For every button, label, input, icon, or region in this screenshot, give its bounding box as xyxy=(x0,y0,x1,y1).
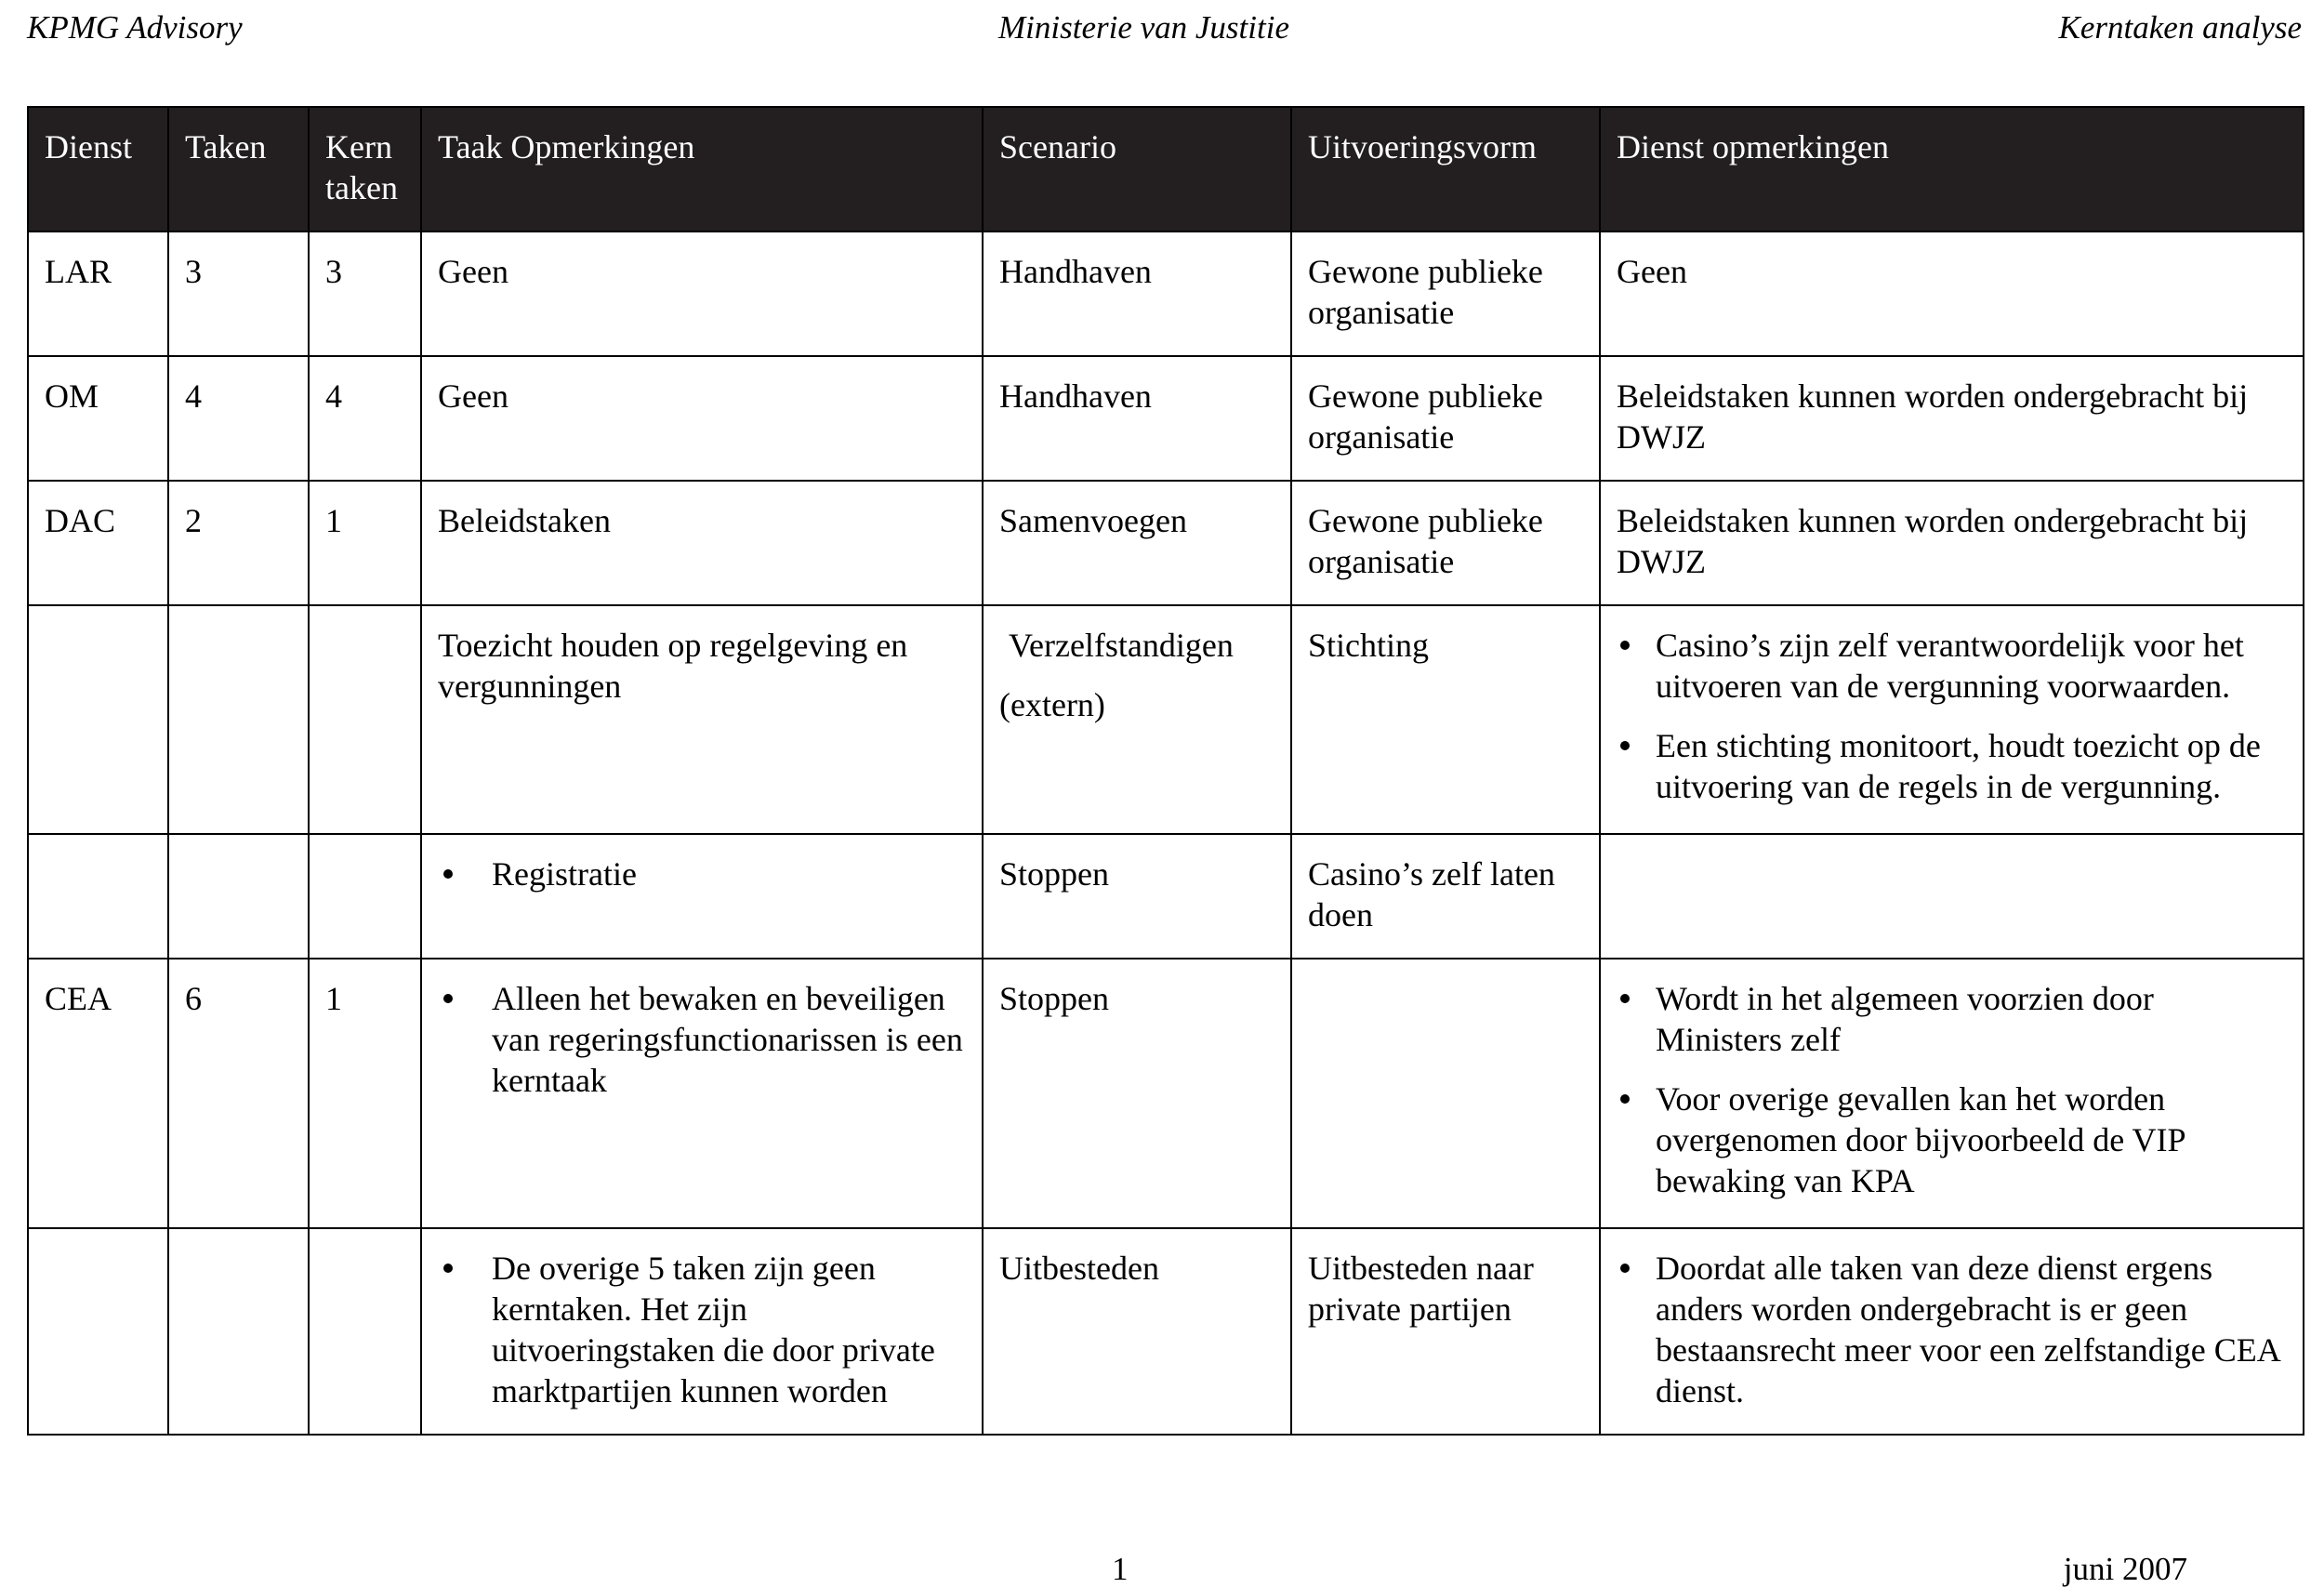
cell-kern-taken xyxy=(309,1228,421,1435)
cell-dienst: OM xyxy=(28,356,168,481)
list-item: Wordt in het algemeen voorzien door Ministers zelf xyxy=(1617,978,2288,1060)
opmerkingen-list xyxy=(1617,978,2288,1201)
page-number: 1 xyxy=(1112,1551,1129,1587)
cell-scenario: Samenvoegen xyxy=(983,481,1291,605)
cell-taak-opmerkingen: Toezicht houden op regelgeving en vergunningen xyxy=(421,605,983,834)
table-row xyxy=(28,959,2304,1228)
cell-dienst-opmerkingen: Beleidstaken kunnen worden ondergebracht bij DWJZ xyxy=(1600,481,2304,605)
list-item: Registratie xyxy=(438,854,967,894)
cell-taken xyxy=(168,1228,309,1435)
table-row xyxy=(28,834,2304,959)
cell-taak-opmerkingen xyxy=(421,959,983,1228)
footer-date: juni 2007 xyxy=(2063,1551,2187,1587)
table-row xyxy=(28,356,2304,481)
cell-dienst-opmerkingen xyxy=(1600,605,2304,834)
cell-taken xyxy=(168,605,309,834)
cell-kern-taken: 1 xyxy=(309,959,421,1228)
cell-kern-taken xyxy=(309,605,421,834)
column-header-scenario: Scenario xyxy=(983,107,1291,232)
taak-list xyxy=(438,1248,967,1411)
scenario-text: Verzelfstandigen xyxy=(1009,627,1234,664)
cell-scenario: Stoppen xyxy=(983,834,1291,959)
table-row xyxy=(28,232,2304,356)
opmerkingen-list xyxy=(1617,1248,2288,1411)
cell-scenario: Stoppen xyxy=(983,959,1291,1228)
cell-uitvoeringsvorm: Uitbesteden naar private partijen xyxy=(1291,1228,1600,1435)
header-left: KPMG Advisory xyxy=(27,9,243,46)
header-center: Ministerie van Justitie xyxy=(998,9,1289,46)
column-header-dienst-opmerkingen: Dienst opmerkingen xyxy=(1600,107,2304,232)
taak-list xyxy=(438,978,967,1101)
cell-taken: 3 xyxy=(168,232,309,356)
table-header-row xyxy=(28,107,2304,232)
cell-taken xyxy=(168,834,309,959)
cell-taak-opmerkingen xyxy=(421,834,983,959)
scenario-subtext: (extern) xyxy=(999,686,1105,723)
cell-kern-taken: 4 xyxy=(309,356,421,481)
cell-dienst-opmerkingen xyxy=(1600,1228,2304,1435)
cell-dienst xyxy=(28,1228,168,1435)
cell-uitvoeringsvorm: Stichting xyxy=(1291,605,1600,834)
cell-kern-taken: 1 xyxy=(309,481,421,605)
cell-kern-taken xyxy=(309,834,421,959)
cell-taken: 6 xyxy=(168,959,309,1228)
cell-taken: 4 xyxy=(168,356,309,481)
cell-uitvoeringsvorm: Gewone publieke organisatie xyxy=(1291,356,1600,481)
cell-dienst: CEA xyxy=(28,959,168,1228)
cell-dienst-opmerkingen xyxy=(1600,959,2304,1228)
cell-kern-taken: 3 xyxy=(309,232,421,356)
list-item: Voor overige gevallen kan het worden overgenomen door bijvoorbeeld de VIP bewaking van KPA xyxy=(1617,1079,2288,1201)
cell-scenario: Handhaven xyxy=(983,356,1291,481)
cell-taken: 2 xyxy=(168,481,309,605)
column-header-taken: Taken xyxy=(168,107,309,232)
cell-dienst-opmerkingen: Beleidstaken kunnen worden ondergebracht bij DWJZ xyxy=(1600,356,2304,481)
column-header-dienst: Dienst xyxy=(28,107,168,232)
cell-scenario: Uitbesteden xyxy=(983,1228,1291,1435)
kerntaken-table xyxy=(27,106,2304,1436)
cell-uitvoeringsvorm xyxy=(1291,959,1600,1228)
column-header-kern-taken: Kern taken xyxy=(309,107,421,232)
list-item: Doordat alle taken van deze dienst ergens anders worden ondergebracht is er geen bestaansrecht meer voor een zelfstandige CEA dienst. xyxy=(1617,1248,2288,1411)
cell-taak-opmerkingen: Geen xyxy=(421,356,983,481)
column-header-uitvoeringsvorm: Uitvoeringsvorm xyxy=(1291,107,1600,232)
cell-taak-opmerkingen: Geen xyxy=(421,232,983,356)
cell-taak-opmerkingen xyxy=(421,1228,983,1435)
cell-dienst: LAR xyxy=(28,232,168,356)
cell-uitvoeringsvorm: Casino’s zelf laten doen xyxy=(1291,834,1600,959)
opmerkingen-list xyxy=(1617,625,2288,807)
cell-scenario xyxy=(983,605,1291,834)
list-item: Alleen het bewaken en beveiligen van regeringsfunctionarissen is een kerntaak xyxy=(438,978,967,1101)
cell-taak-opmerkingen: Beleidstaken xyxy=(421,481,983,605)
list-item: De overige 5 taken zijn geen kerntaken. Het zijn uitvoeringstaken die door private marktpartijen kunnen worden xyxy=(438,1248,967,1411)
cell-uitvoeringsvorm: Gewone publieke organisatie xyxy=(1291,481,1600,605)
list-item: Casino’s zijn zelf verantwoordelijk voor het uitvoeren van de vergunning voorwaarden. xyxy=(1617,625,2288,707)
cell-scenario: Handhaven xyxy=(983,232,1291,356)
cell-dienst xyxy=(28,605,168,834)
cell-uitvoeringsvorm: Gewone publieke organisatie xyxy=(1291,232,1600,356)
cell-dienst-opmerkingen: Geen xyxy=(1600,232,2304,356)
column-header-taak-opmerkingen: Taak Opmerkingen xyxy=(421,107,983,232)
cell-dienst-opmerkingen xyxy=(1600,834,2304,959)
cell-dienst xyxy=(28,834,168,959)
table-row xyxy=(28,605,2304,834)
table-row xyxy=(28,1228,2304,1435)
header-right: Kerntaken analyse xyxy=(2058,9,2302,46)
table-row xyxy=(28,481,2304,605)
list-item: Een stichting monitoort, houdt toezicht op de uitvoering van de regels in de vergunning. xyxy=(1617,725,2288,807)
taak-list xyxy=(438,854,967,894)
cell-dienst: DAC xyxy=(28,481,168,605)
